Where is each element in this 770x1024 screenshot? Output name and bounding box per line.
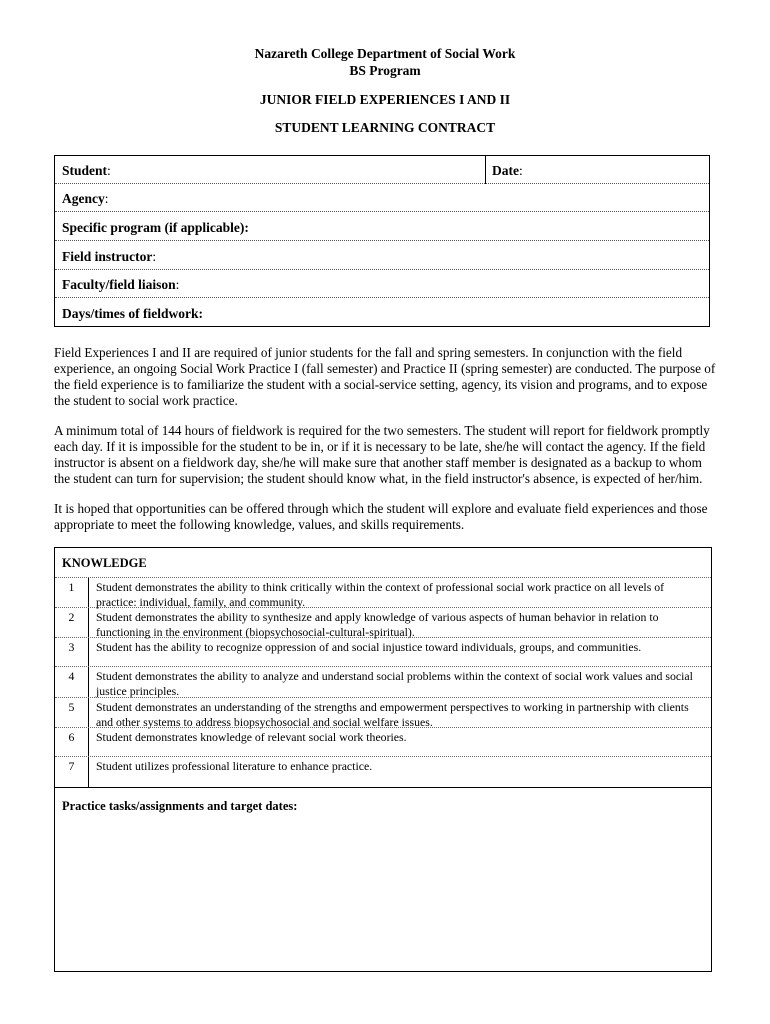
opportunities-paragraph: It is hoped that opportunities can be offered through which the student will explore and evaluate field experiences and those appropriate to meet the following knowledge, values, and skills requirements. [54,501,708,532]
days-field[interactable] [62,306,203,322]
knowledge-title: KNOWLEDGE [62,556,147,570]
knowledge-row [55,756,711,787]
knowledge-number: 6 [55,728,89,756]
liaison-row [55,270,709,298]
knowledge-number: 7 [55,757,89,787]
date-cell [485,156,711,184]
knowledge-text: Student demonstrates the ability to think critically within the context of professional social work practice on all levels of practice: individual, family, and community. [96,580,665,609]
colon: : [175,277,180,292]
days-label: Days/times of fieldwork: [62,306,203,321]
student-row [55,156,709,184]
knowledge-number: 3 [55,638,89,666]
date-label: Date [492,163,519,178]
instructor-field[interactable] [62,249,156,265]
program-row [55,213,709,241]
knowledge-row [55,697,711,727]
knowledge-row [55,637,711,666]
knowledge-number: 1 [55,578,89,607]
colon: : [107,163,111,178]
knowledge-table [54,547,712,972]
colon: : [519,163,523,178]
college-title: Nazareth College Department of Social Work [254,46,516,61]
colon: : [152,249,157,264]
date-field[interactable] [492,163,523,179]
liaison-field[interactable] [62,277,179,293]
student-label: Student [62,163,108,178]
student-info-table [54,155,710,327]
knowledge-row [55,727,711,756]
knowledge-text: Student has the ability to recognize oppression of and social injustice toward individuals, groups, and communities. [96,640,642,654]
liaison-label: Faculty/field liaison [62,277,176,292]
student-field[interactable] [62,163,111,179]
program-field[interactable] [62,220,249,236]
practice-tasks-label: Practice tasks/assignments and target dates: [62,799,298,813]
knowledge-text: Student utilizes professional literature to enhance practice. [96,759,373,773]
course-title: JUNIOR FIELD EXPERIENCES I AND II [259,92,511,107]
knowledge-text: Student demonstrates the ability to analyze and understand social problems within the context of social work values and social justice principles. [96,669,693,698]
knowledge-number: 2 [55,608,89,637]
program-label: Specific program (if applicable): [62,220,249,235]
knowledge-text: Student demonstrates the ability to synthesize and apply knowledge of various aspects of human behavior in relation to functioning in the environment (biopsychosocial-cultural-spiritual). [96,610,659,639]
instructor-row [55,242,709,270]
agency-row [55,184,709,212]
instructor-label: Field instructor [62,249,153,264]
knowledge-text: Student demonstrates knowledge of relevant social work theories. [96,730,407,744]
agency-field[interactable] [62,191,109,207]
colon: : [104,191,109,206]
hours-paragraph: A minimum total of 144 hours of fieldwork is required for the two semesters. The student will report for fieldwork promptly each day. If it is impossible for the student to be in, or if it is necessary to be late, she/he will contact the agency. If the field instructor is absent on a fieldwork day, she/he will make sure that another staff member is designated as a backup to whom the student can turn for supervision; the student should know what, in the field instructor's absence, is expected of her/him. [54,423,710,486]
practice-tasks-field[interactable] [55,787,711,972]
knowledge-row [55,577,711,607]
program-title: BS Program [349,63,421,78]
days-row [55,299,709,327]
contract-title: STUDENT LEARNING CONTRACT [274,120,496,135]
intro-paragraph: Field Experiences I and II are required of junior students for the fall and spring semesters. In conjunction with the field experience, an ongoing Social Work Practice I (fall semester) and Practice II (spring semester) are conducted. The purpose of the field experience is to familiarize the student with a social-service setting, agency, its vision and programs, and to expose the student to social work practice. [54,345,716,408]
knowledge-number: 5 [55,698,89,727]
knowledge-row [55,607,711,637]
knowledge-text: Student demonstrates an understanding of the strengths and empowerment perspectives to working in partnership with clients and other systems to address biopsychosocial and social welfare issues. [96,700,689,729]
knowledge-number: 4 [55,667,89,697]
agency-label: Agency [62,191,105,206]
knowledge-row [55,666,711,697]
